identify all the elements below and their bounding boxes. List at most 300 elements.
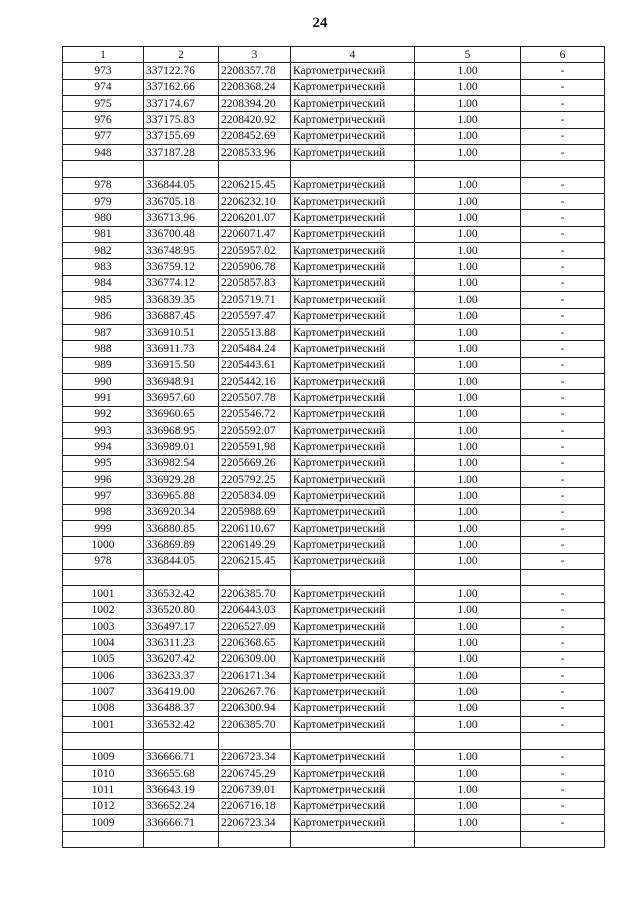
point-number-cell: 989 <box>63 357 144 373</box>
method-cell: Картометрический <box>291 537 415 553</box>
y-coordinate-cell: 2206110.67 <box>219 520 291 536</box>
method-cell: Картометрический <box>291 749 415 765</box>
note-cell <box>521 570 605 586</box>
method-cell: Картометрический <box>291 553 415 569</box>
accuracy-cell: 1.00 <box>415 96 521 112</box>
note-cell: - <box>521 145 605 161</box>
accuracy-cell: 1.00 <box>415 815 521 831</box>
point-number-cell: 976 <box>63 112 144 128</box>
method-cell: Картометрический <box>291 177 415 193</box>
method-cell: Картометрический <box>291 586 415 602</box>
accuracy-cell: 1.00 <box>415 488 521 504</box>
method-cell: Картометрический <box>291 471 415 487</box>
table-row <box>63 700 605 716</box>
y-coordinate-cell: 2205484.24 <box>219 341 291 357</box>
note-cell: - <box>521 373 605 389</box>
point-number-cell: 987 <box>63 324 144 340</box>
note-cell: - <box>521 259 605 275</box>
y-coordinate-cell: 2205792.25 <box>219 471 291 487</box>
x-coordinate-cell: 337162.66 <box>144 79 219 95</box>
accuracy-cell: 1.00 <box>415 243 521 259</box>
note-cell: - <box>521 226 605 242</box>
point-number-cell: 996 <box>63 471 144 487</box>
table-row <box>63 63 605 79</box>
note-cell: - <box>521 684 605 700</box>
accuracy-cell: 1.00 <box>415 455 521 471</box>
table-row <box>63 259 605 275</box>
y-coordinate-cell: 2208452.69 <box>219 128 291 144</box>
table-row <box>63 602 605 618</box>
point-number-cell: 1006 <box>63 668 144 684</box>
x-coordinate-cell: 336910.51 <box>144 324 219 340</box>
y-coordinate-cell: 2208420.92 <box>219 112 291 128</box>
table-row <box>63 684 605 700</box>
table-row <box>63 668 605 684</box>
table-row <box>63 357 605 373</box>
point-number-cell: 997 <box>63 488 144 504</box>
accuracy-cell: 1.00 <box>415 275 521 291</box>
method-cell <box>291 733 415 749</box>
x-coordinate-cell: 336880.85 <box>144 520 219 536</box>
y-coordinate-cell: 2205988.69 <box>219 504 291 520</box>
note-cell: - <box>521 128 605 144</box>
accuracy-cell: 1.00 <box>415 308 521 324</box>
x-coordinate-cell: 336844.05 <box>144 553 219 569</box>
x-coordinate-cell: 336643.19 <box>144 782 219 798</box>
point-number-cell: 991 <box>63 390 144 406</box>
x-coordinate-cell <box>144 161 219 177</box>
note-cell: - <box>521 798 605 814</box>
point-number-cell: 1011 <box>63 782 144 798</box>
table-row <box>63 651 605 667</box>
table-row <box>63 275 605 291</box>
point-number-cell: 985 <box>63 292 144 308</box>
accuracy-cell: 1.00 <box>415 553 521 569</box>
method-cell: Картометрический <box>291 341 415 357</box>
point-number-cell: 988 <box>63 341 144 357</box>
method-cell: Картометрический <box>291 112 415 128</box>
table-row <box>63 455 605 471</box>
y-coordinate-cell: 2206232.10 <box>219 194 291 210</box>
table-row <box>63 161 605 177</box>
accuracy-cell: 1.00 <box>415 324 521 340</box>
x-coordinate-cell: 337187.28 <box>144 145 219 161</box>
accuracy-cell: 1.00 <box>415 177 521 193</box>
point-number-cell: 992 <box>63 406 144 422</box>
method-cell: Картометрический <box>291 700 415 716</box>
method-cell: Картометрический <box>291 324 415 340</box>
x-coordinate-cell: 336839.35 <box>144 292 219 308</box>
accuracy-cell: 1.00 <box>415 226 521 242</box>
table-row <box>63 439 605 455</box>
point-number-cell: 999 <box>63 520 144 536</box>
point-number-cell: 977 <box>63 128 144 144</box>
note-cell: - <box>521 553 605 569</box>
point-number-cell: 986 <box>63 308 144 324</box>
accuracy-cell: 1.00 <box>415 717 521 733</box>
point-number-cell: 993 <box>63 422 144 438</box>
accuracy-cell: 1.00 <box>415 439 521 455</box>
accuracy-cell: 1.00 <box>415 292 521 308</box>
table-row <box>63 226 605 242</box>
accuracy-cell: 1.00 <box>415 635 521 651</box>
y-coordinate-cell: 2205507.78 <box>219 390 291 406</box>
y-coordinate-cell: 2206300.94 <box>219 700 291 716</box>
y-coordinate-cell: 2206739.01 <box>219 782 291 798</box>
method-cell: Картометрический <box>291 145 415 161</box>
note-cell: - <box>521 586 605 602</box>
table-row <box>63 112 605 128</box>
x-coordinate-cell <box>144 831 219 847</box>
table-row <box>63 586 605 602</box>
accuracy-cell: 1.00 <box>415 357 521 373</box>
method-cell: Картометрический <box>291 292 415 308</box>
table-row <box>63 308 605 324</box>
table-row <box>63 471 605 487</box>
header-cell-y: 3 <box>219 47 291 63</box>
method-cell: Картометрический <box>291 210 415 226</box>
table-row <box>63 194 605 210</box>
method-cell: Картометрический <box>291 798 415 814</box>
note-cell: - <box>521 357 605 373</box>
point-number-cell <box>63 570 144 586</box>
x-coordinate-cell: 336844.05 <box>144 177 219 193</box>
note-cell: - <box>521 749 605 765</box>
x-coordinate-cell: 336655.68 <box>144 766 219 782</box>
y-coordinate-cell: 2206385.70 <box>219 717 291 733</box>
table-header-row <box>63 47 605 63</box>
note-cell: - <box>521 635 605 651</box>
point-number-cell <box>63 831 144 847</box>
note-cell: - <box>521 782 605 798</box>
note-cell: - <box>521 537 605 553</box>
table-row <box>63 717 605 733</box>
method-cell: Картометрический <box>291 455 415 471</box>
x-coordinate-cell: 336419.00 <box>144 684 219 700</box>
table-row <box>63 243 605 259</box>
y-coordinate-cell: 2206527.09 <box>219 619 291 635</box>
method-cell: Картометрический <box>291 619 415 635</box>
point-number-cell: 1009 <box>63 749 144 765</box>
x-coordinate-cell: 336920.34 <box>144 504 219 520</box>
table-row <box>63 145 605 161</box>
y-coordinate-cell: 2206385.70 <box>219 586 291 602</box>
method-cell <box>291 161 415 177</box>
x-coordinate-cell: 336532.42 <box>144 717 219 733</box>
note-cell: - <box>521 275 605 291</box>
table-row <box>63 749 605 765</box>
point-number-cell: 1001 <box>63 717 144 733</box>
y-coordinate-cell: 2205719.71 <box>219 292 291 308</box>
method-cell: Картометрический <box>291 520 415 536</box>
method-cell: Картометрический <box>291 128 415 144</box>
note-cell: - <box>521 243 605 259</box>
point-number-cell: 998 <box>63 504 144 520</box>
x-coordinate-cell: 336705.18 <box>144 194 219 210</box>
accuracy-cell <box>415 831 521 847</box>
x-coordinate-cell: 336960.65 <box>144 406 219 422</box>
accuracy-cell <box>415 733 521 749</box>
y-coordinate-cell: 2206716.18 <box>219 798 291 814</box>
note-cell <box>521 161 605 177</box>
x-coordinate-cell: 336207.42 <box>144 651 219 667</box>
accuracy-cell: 1.00 <box>415 145 521 161</box>
x-coordinate-cell: 336233.37 <box>144 668 219 684</box>
point-number-cell: 984 <box>63 275 144 291</box>
table-row <box>63 570 605 586</box>
note-cell: - <box>521 341 605 357</box>
accuracy-cell: 1.00 <box>415 79 521 95</box>
x-coordinate-cell: 336965.88 <box>144 488 219 504</box>
accuracy-cell: 1.00 <box>415 619 521 635</box>
accuracy-cell <box>415 570 521 586</box>
x-coordinate-cell: 336915.50 <box>144 357 219 373</box>
header-cell-method: 4 <box>291 47 415 63</box>
point-number-cell: 973 <box>63 63 144 79</box>
note-cell: - <box>521 668 605 684</box>
method-cell: Картометрический <box>291 422 415 438</box>
y-coordinate-cell: 2205957.02 <box>219 243 291 259</box>
table-row <box>63 635 605 651</box>
method-cell: Картометрический <box>291 275 415 291</box>
table-row <box>63 324 605 340</box>
y-coordinate-cell: 2206443.03 <box>219 602 291 618</box>
point-number-cell: 1002 <box>63 602 144 618</box>
point-number-cell: 994 <box>63 439 144 455</box>
y-coordinate-cell: 2206201.07 <box>219 210 291 226</box>
x-coordinate-cell: 336759.12 <box>144 259 219 275</box>
point-number-cell: 1000 <box>63 537 144 553</box>
accuracy-cell: 1.00 <box>415 390 521 406</box>
accuracy-cell <box>415 161 521 177</box>
header-cell-note: 6 <box>521 47 605 63</box>
x-coordinate-cell <box>144 570 219 586</box>
y-coordinate-cell: 2208357.78 <box>219 63 291 79</box>
point-number-cell: 1005 <box>63 651 144 667</box>
y-coordinate-cell <box>219 831 291 847</box>
accuracy-cell: 1.00 <box>415 782 521 798</box>
point-number-cell: 975 <box>63 96 144 112</box>
accuracy-cell: 1.00 <box>415 749 521 765</box>
table-row <box>63 177 605 193</box>
table-row <box>63 373 605 389</box>
x-coordinate-cell: 336748.95 <box>144 243 219 259</box>
method-cell: Картометрический <box>291 406 415 422</box>
x-coordinate-cell: 336968.95 <box>144 422 219 438</box>
table-row <box>63 733 605 749</box>
y-coordinate-cell: 2206745.29 <box>219 766 291 782</box>
y-coordinate-cell: 2206215.45 <box>219 177 291 193</box>
table-row <box>63 406 605 422</box>
accuracy-cell: 1.00 <box>415 504 521 520</box>
y-coordinate-cell: 2205597.47 <box>219 308 291 324</box>
note-cell: - <box>521 520 605 536</box>
table-row <box>63 766 605 782</box>
table-row <box>63 504 605 520</box>
x-coordinate-cell: 336869.89 <box>144 537 219 553</box>
note-cell: - <box>521 194 605 210</box>
method-cell: Картометрический <box>291 63 415 79</box>
point-number-cell: 948 <box>63 145 144 161</box>
accuracy-cell: 1.00 <box>415 798 521 814</box>
note-cell: - <box>521 619 605 635</box>
point-number-cell: 981 <box>63 226 144 242</box>
point-number-cell: 978 <box>63 177 144 193</box>
point-number-cell: 979 <box>63 194 144 210</box>
accuracy-cell: 1.00 <box>415 341 521 357</box>
y-coordinate-cell <box>219 570 291 586</box>
note-cell: - <box>521 815 605 831</box>
method-cell <box>291 570 415 586</box>
x-coordinate-cell: 336488.37 <box>144 700 219 716</box>
note-cell: - <box>521 324 605 340</box>
method-cell: Картометрический <box>291 815 415 831</box>
point-number-cell: 1004 <box>63 635 144 651</box>
point-number-cell: 980 <box>63 210 144 226</box>
note-cell: - <box>521 210 605 226</box>
point-number-cell: 990 <box>63 373 144 389</box>
x-coordinate-cell: 336700.48 <box>144 226 219 242</box>
note-cell: - <box>521 79 605 95</box>
x-coordinate-cell: 336957.60 <box>144 390 219 406</box>
y-coordinate-cell: 2208533.96 <box>219 145 291 161</box>
note-cell: - <box>521 504 605 520</box>
table-row <box>63 210 605 226</box>
x-coordinate-cell: 336948.91 <box>144 373 219 389</box>
table-row <box>63 390 605 406</box>
y-coordinate-cell: 2206723.34 <box>219 815 291 831</box>
x-coordinate-cell: 336532.42 <box>144 586 219 602</box>
point-number-cell: 982 <box>63 243 144 259</box>
accuracy-cell: 1.00 <box>415 700 521 716</box>
y-coordinate-cell: 2206267.76 <box>219 684 291 700</box>
y-coordinate-cell: 2208368.24 <box>219 79 291 95</box>
note-cell: - <box>521 112 605 128</box>
table-row <box>63 96 605 112</box>
x-coordinate-cell <box>144 733 219 749</box>
coordinates-table-body <box>63 47 605 848</box>
method-cell: Картометрический <box>291 226 415 242</box>
accuracy-cell: 1.00 <box>415 651 521 667</box>
accuracy-cell: 1.00 <box>415 63 521 79</box>
y-coordinate-cell: 2206368.65 <box>219 635 291 651</box>
table-row <box>63 520 605 536</box>
note-cell: - <box>521 651 605 667</box>
accuracy-cell: 1.00 <box>415 684 521 700</box>
y-coordinate-cell: 2206071.47 <box>219 226 291 242</box>
y-coordinate-cell: 2205546.72 <box>219 406 291 422</box>
accuracy-cell: 1.00 <box>415 471 521 487</box>
header-cell-accuracy: 5 <box>415 47 521 63</box>
y-coordinate-cell: 2205669.26 <box>219 455 291 471</box>
accuracy-cell: 1.00 <box>415 194 521 210</box>
table-row <box>63 619 605 635</box>
method-cell: Картометрический <box>291 390 415 406</box>
method-cell: Картометрический <box>291 373 415 389</box>
accuracy-cell: 1.00 <box>415 520 521 536</box>
method-cell: Картометрический <box>291 602 415 618</box>
y-coordinate-cell: 2208394.20 <box>219 96 291 112</box>
note-cell: - <box>521 439 605 455</box>
x-coordinate-cell: 337122.76 <box>144 63 219 79</box>
x-coordinate-cell: 336887.45 <box>144 308 219 324</box>
method-cell: Картометрический <box>291 651 415 667</box>
y-coordinate-cell: 2205591.98 <box>219 439 291 455</box>
point-number-cell: 983 <box>63 259 144 275</box>
x-coordinate-cell: 336520.80 <box>144 602 219 618</box>
x-coordinate-cell: 337174.67 <box>144 96 219 112</box>
method-cell: Картометрический <box>291 79 415 95</box>
y-coordinate-cell: 2206149.29 <box>219 537 291 553</box>
note-cell: - <box>521 717 605 733</box>
y-coordinate-cell: 2205443.61 <box>219 357 291 373</box>
method-cell: Картометрический <box>291 717 415 733</box>
note-cell: - <box>521 700 605 716</box>
coordinates-table <box>62 46 605 848</box>
note-cell: - <box>521 390 605 406</box>
y-coordinate-cell: 2206309.00 <box>219 651 291 667</box>
x-coordinate-cell: 336311.23 <box>144 635 219 651</box>
y-coordinate-cell <box>219 733 291 749</box>
x-coordinate-cell: 336774.12 <box>144 275 219 291</box>
table-row <box>63 341 605 357</box>
x-coordinate-cell: 336497.17 <box>144 619 219 635</box>
method-cell: Картометрический <box>291 308 415 324</box>
table-row <box>63 488 605 504</box>
note-cell <box>521 733 605 749</box>
point-number-cell: 995 <box>63 455 144 471</box>
table-row <box>63 128 605 144</box>
note-cell <box>521 831 605 847</box>
y-coordinate-cell: 2205906.78 <box>219 259 291 275</box>
method-cell: Картометрический <box>291 782 415 798</box>
note-cell: - <box>521 406 605 422</box>
table-row <box>63 292 605 308</box>
x-coordinate-cell: 336713.96 <box>144 210 219 226</box>
note-cell: - <box>521 292 605 308</box>
table-row <box>63 537 605 553</box>
y-coordinate-cell: 2205592.07 <box>219 422 291 438</box>
accuracy-cell: 1.00 <box>415 537 521 553</box>
x-coordinate-cell: 336929.28 <box>144 471 219 487</box>
header-cell-x: 2 <box>144 47 219 63</box>
y-coordinate-cell <box>219 161 291 177</box>
table-row <box>63 79 605 95</box>
accuracy-cell: 1.00 <box>415 128 521 144</box>
point-number-cell <box>63 733 144 749</box>
point-number-cell: 1007 <box>63 684 144 700</box>
x-coordinate-cell: 337175.83 <box>144 112 219 128</box>
page-number: 24 <box>312 15 328 31</box>
point-number-cell: 974 <box>63 79 144 95</box>
x-coordinate-cell: 336666.71 <box>144 815 219 831</box>
header-cell-point: 1 <box>63 47 144 63</box>
y-coordinate-cell: 2206171.34 <box>219 668 291 684</box>
method-cell: Картометрический <box>291 439 415 455</box>
y-coordinate-cell: 2205834.09 <box>219 488 291 504</box>
accuracy-cell: 1.00 <box>415 602 521 618</box>
x-coordinate-cell: 336982.54 <box>144 455 219 471</box>
method-cell: Картометрический <box>291 668 415 684</box>
method-cell: Картометрический <box>291 194 415 210</box>
method-cell: Картометрический <box>291 488 415 504</box>
y-coordinate-cell: 2205857.83 <box>219 275 291 291</box>
accuracy-cell: 1.00 <box>415 668 521 684</box>
table-row <box>63 422 605 438</box>
method-cell: Картометрический <box>291 684 415 700</box>
note-cell: - <box>521 602 605 618</box>
method-cell: Картометрический <box>291 96 415 112</box>
